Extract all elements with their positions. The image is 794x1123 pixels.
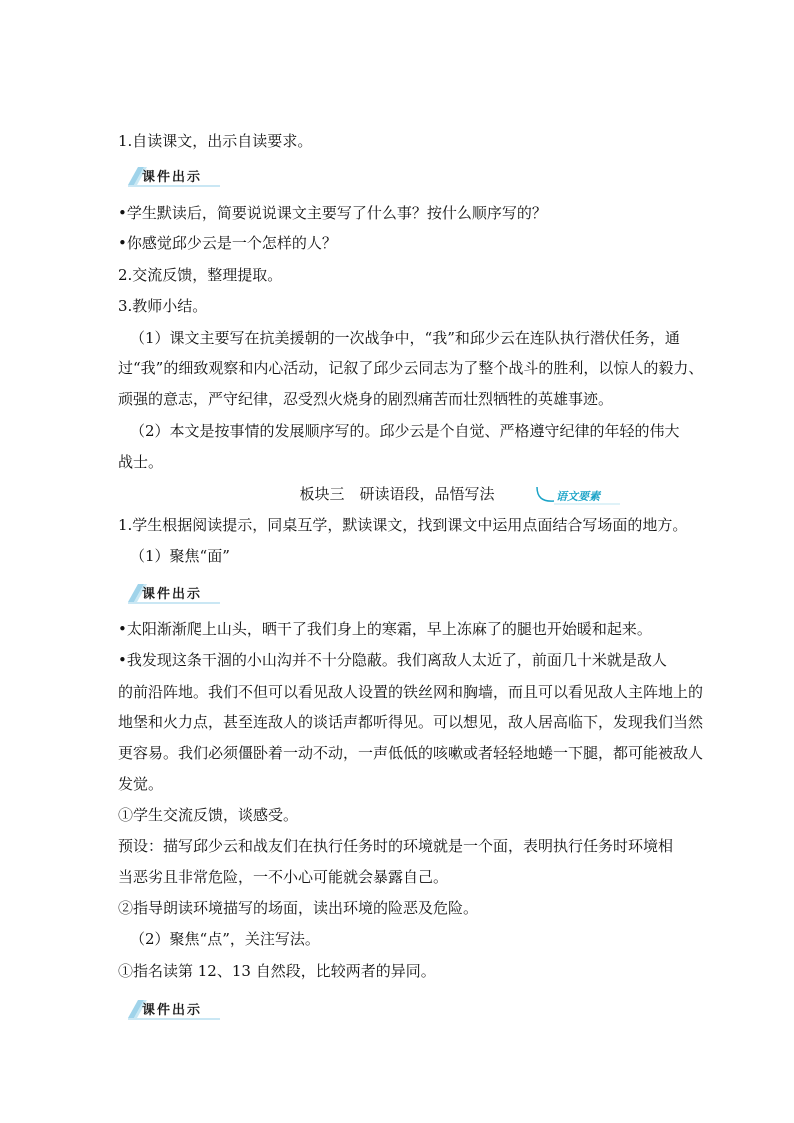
focus-point: （2）聚焦“点”，关注写法。 — [130, 930, 320, 948]
section-3-heading: 板块三 研读语段，品悟写法 — [299, 485, 495, 503]
bullet-question-2: •你感觉邱少云是一个怎样的人？ — [118, 234, 337, 252]
summary-para-1-line-2: 过“我”的细致观察和内心活动，记叙了邱少云同志为了整个战斗的胜利，以惊人的毅力、 — [118, 359, 704, 377]
excerpt-bullet-2-line-4: 更容易。我们必须僵卧着一动不动，一声低低的咳嗽或者轻轻地蜷一下腿，都可能被敌人 — [118, 744, 704, 762]
sub-step-1-compare: ①指名读第 12、13 自然段，比较两者的异同。 — [118, 962, 436, 980]
step-1-self-reading: 1.自读课文，出示自读要求。 — [118, 132, 313, 150]
chinese-elements-tag — [534, 485, 624, 507]
sub-step-1-exchange: ①学生交流反馈，谈感受。 — [118, 806, 299, 824]
step-2-feedback: 2.交流反馈，整理提取。 — [118, 266, 283, 284]
excerpt-bullet-2-line-1: •我发现这条干涸的小山沟并不十分隐蔽。我们离敌人太近了，前面几十米就是敌人 — [118, 651, 667, 669]
preset-answer-line-2: 当恶劣且非常危险，一不小心可能就会暴露自己。 — [118, 868, 449, 886]
chinese-elements-tag-label: 语文要素 — [556, 490, 600, 503]
summary-para-1-line-3: 顽强的意志，严守纪律，忍受烈火烧身的剧烈痛苦而壮烈牺牲的英雄事迹。 — [118, 390, 614, 408]
focus-surface: （1）聚焦“面” — [130, 547, 230, 565]
step-1-read-task: 1.学生根据阅读提示，同桌互学，默读课文，找到课文中运用点面结合写场面的地方。 — [118, 516, 688, 534]
courseware-badge-label: 课件出示 — [142, 170, 203, 185]
excerpt-bullet-1: •太阳渐渐爬上山头，晒干了我们身上的寒霜，早上冻麻了的腿也开始暖和起来。 — [118, 620, 652, 638]
excerpt-bullet-2-line-3: 地堡和火力点，甚至连敌人的谈话声都听得见。可以想见，敌人居高临下，发现我们当然 — [118, 713, 704, 731]
excerpt-bullet-2-line-5: 发觉。 — [118, 775, 164, 793]
preset-answer-line-1: 预设：描写邱少云和战友们在执行任务时的环境就是一个面，表明执行任务时环境相 — [118, 837, 674, 855]
courseware-badge-2 — [124, 580, 224, 604]
summary-para-2-line-2: 战士。 — [118, 453, 164, 471]
courseware-badge-label: 课件出示 — [142, 587, 203, 602]
bullet-question-1: •学生默读后，简要说说课文主要写了什么事？按什么顺序写的？ — [118, 204, 547, 222]
courseware-badge-3 — [124, 996, 224, 1020]
step-3-summary: 3.教师小结。 — [118, 297, 208, 315]
summary-para-1-line-1: （1）课文主要写在抗美援朝的一次战争中，“我”和邱少云在连队执行潜伏任务，通 — [130, 329, 680, 347]
courseware-badge-label: 课件出示 — [142, 1003, 203, 1018]
courseware-badge-1 — [124, 163, 224, 187]
sub-step-2-reading: ②指导朗读环境描写的场面，读出环境的险恶及危险。 — [118, 899, 479, 917]
summary-para-2-line-1: （2）本文是按事情的发展顺序写的。邱少云是个自觉、严格遵守纪律的年轻的伟大 — [130, 422, 680, 440]
excerpt-bullet-2-line-2: 的前沿阵地。我们不但可以看见敌人设置的铁丝网和胸墙，而且可以看见敌人主阵地上的 — [118, 683, 704, 701]
